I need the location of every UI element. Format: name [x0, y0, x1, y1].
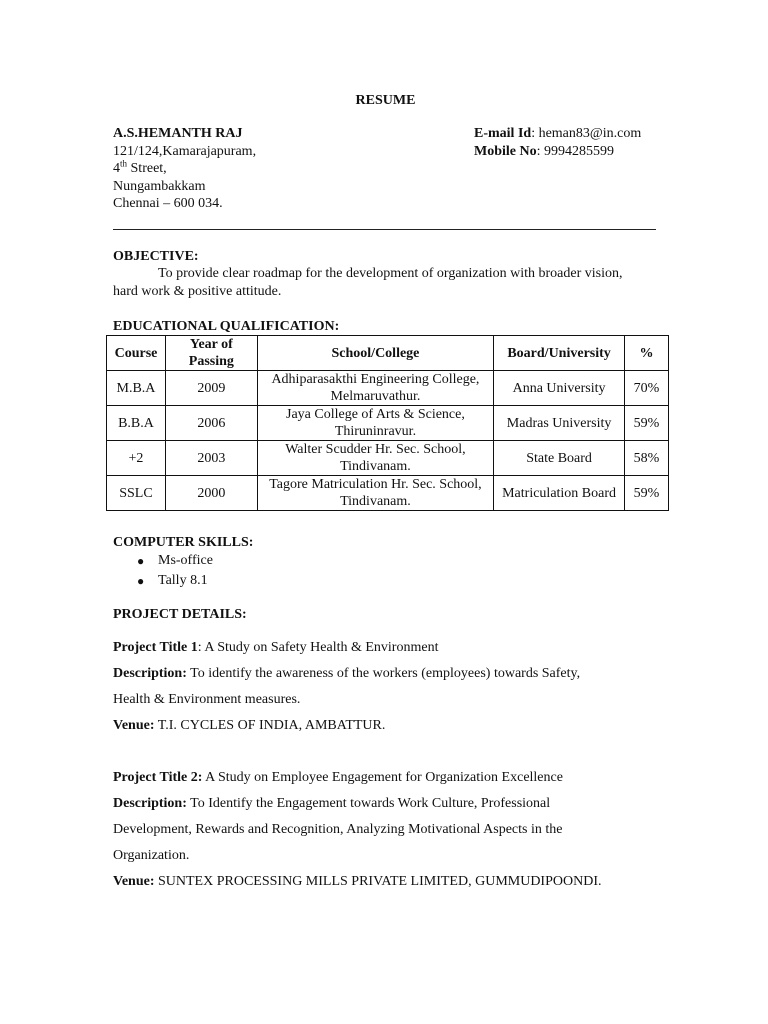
table-cell: 2009	[165, 371, 257, 406]
table-cell: Walter Scudder Hr. Sec. School, Tindivanam.	[257, 441, 493, 476]
project-1-title: Project Title 1: A Study on Safety Health & Environment	[113, 640, 439, 655]
column-header: Course	[107, 336, 166, 371]
table-cell: Adhiparasakthi Engineering College, Melmaruvathur.	[257, 371, 493, 406]
email-value: : heman83@in.com	[531, 126, 642, 141]
skills-list	[113, 551, 213, 591]
document-title: RESUME	[355, 93, 416, 108]
table-cell: 59%	[625, 406, 669, 441]
column-header: %	[625, 336, 669, 371]
table-cell: Matriculation Board	[494, 476, 625, 511]
list-item: ● Ms-office	[113, 551, 213, 571]
project-1-venue: Venue: T.I. CYCLES OF INDIA, AMBATTUR.	[113, 718, 386, 733]
bullet-icon: ●	[137, 554, 145, 568]
email-label: E-mail Id	[474, 126, 532, 141]
table-row	[107, 371, 669, 406]
project-2-description: Description: To Identify the Engagement towards Work Culture, Professional	[113, 796, 551, 811]
mobile-label: Mobile No	[474, 143, 537, 159]
project-1-description-cont: Health & Environment measures.	[113, 692, 301, 707]
table-cell: 2003	[165, 441, 257, 476]
project-1-description: Description: To identify the awareness of the workers (employees) towards Safety,	[113, 666, 581, 681]
table-cell: Tagore Matriculation Hr. Sec. School, Tindivanam.	[257, 476, 493, 511]
email-line	[474, 125, 641, 143]
table-cell: 58%	[625, 441, 669, 476]
project-1	[113, 635, 658, 739]
address-line-4: Chennai – 600 034.	[113, 196, 223, 211]
objective-heading: OBJECTIVE:	[113, 249, 199, 264]
project-2-description-cont: Development, Rewards and Recognition, Analyzing Motivational Aspects in the	[113, 822, 563, 837]
table-row	[107, 441, 669, 476]
table-cell: 59%	[625, 476, 669, 511]
table-cell: 70%	[625, 371, 669, 406]
list-item: ● Tally 8.1	[113, 571, 213, 591]
table-row	[107, 406, 669, 441]
table-row	[107, 476, 669, 511]
project-2	[113, 765, 658, 895]
address-line-2: 4th Street,	[113, 158, 167, 176]
table-cell: M.B.A	[107, 371, 166, 406]
skills-heading: COMPUTER SKILLS:	[113, 535, 254, 550]
table-header-row	[107, 336, 669, 371]
address-block	[113, 125, 256, 213]
candidate-name: A.S.HEMANTH RAJ	[113, 126, 243, 141]
table-cell: +2	[107, 441, 166, 476]
mobile-value: : 9994285599	[536, 143, 614, 159]
project-2-venue: Venue: SUNTEX PROCESSING MILLS PRIVATE LIMITED, GUMMUDIPOONDI.	[113, 874, 602, 889]
table-cell: SSLC	[107, 476, 166, 511]
projects-heading: PROJECT DETAILS:	[113, 607, 247, 622]
table-cell: Madras University	[494, 406, 625, 441]
mobile-line	[474, 143, 641, 161]
address-line-3: Nungambakkam	[113, 178, 206, 194]
resume-header	[113, 125, 658, 215]
education-table	[106, 335, 669, 511]
contact-block	[474, 125, 641, 160]
project-2-title: Project Title 2: A Study on Employee Engagement for Organization Excellence	[113, 770, 563, 785]
table-cell: 2006	[165, 406, 257, 441]
table-cell: Jaya College of Arts & Science, Thiruninravur.	[257, 406, 493, 441]
table-cell: State Board	[494, 441, 625, 476]
project-2-description-end: Organization.	[113, 848, 190, 863]
header-divider	[113, 229, 656, 230]
address-line-1: 121/124,Kamarajapuram,	[113, 143, 257, 159]
column-header: School/College	[257, 336, 493, 371]
table-cell: B.B.A	[107, 406, 166, 441]
table-cell: 2000	[165, 476, 257, 511]
bullet-icon: ●	[137, 574, 145, 588]
education-heading: EDUCATIONAL QUALIFICATION:	[113, 319, 340, 334]
column-header: Year of Passing	[165, 336, 257, 371]
objective-text: To provide clear roadmap for the development of organization with broader vision, hard work & positive attitude.	[113, 266, 623, 299]
column-header: Board/University	[494, 336, 625, 371]
table-cell: Anna University	[494, 371, 625, 406]
